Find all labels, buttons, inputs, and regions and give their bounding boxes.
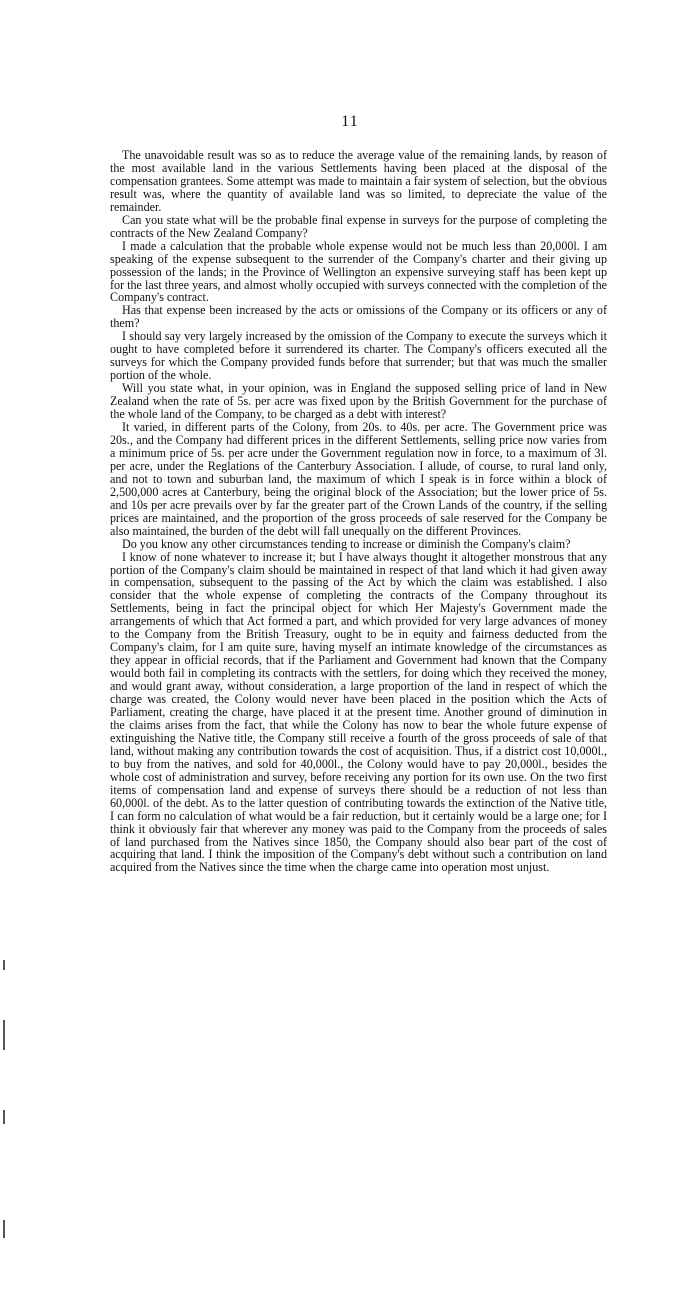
scan-edge-mark bbox=[3, 960, 5, 970]
question-paragraph: Will you state what, in your opinion, was in England the supposed selling price of land in New Zealand when the rate of 5s. per acre was fixed upon by the British Government for the purchase of the whole land of the Company, to be charged as a debt with interest? bbox=[110, 381, 607, 422]
document-body bbox=[110, 149, 607, 874]
scan-edge-mark bbox=[3, 1110, 5, 1124]
page-number: 11 bbox=[341, 113, 359, 130]
answer-paragraph: It varied, in different parts of the Colony, from 20s. to 40s. per acre. The Government price was 20s., and the Company had different prices in the different Settlements, selling price now varies from a minimum price of 5s. per acre under the Government regulation now in force, to a maximum of 3l. per acre, under the Reglations of the Canterbury Association. I allude, of course, to rural land only, and not to town and suburban land, the maximum of which I speak is in force within a block of 2,500,000 acres at Canterbury, being the original block of the Association; but the lower price of 5s. and 10s per acre prevails over by far the greater part of the Crown Lands of the country, if the selling prices are maintained, and the proportion of the gross proceeds of sale reserved for the Company be also maintained, the burden of the debt will fall unequally on the different Provinces. bbox=[110, 420, 607, 538]
answer-paragraph: I made a calculation that the probable whole expense would not be much less than 20,000l. I am speaking of the expense subsequent to the surrender of the Company's charter and their giving up possession of the lands; in the Province of Wellington an expensive surveying staff has been kept up for the last three years, and almost wholly occupied with surveys connected with the completion of the Company's contract. bbox=[110, 238, 607, 305]
answer-paragraph: I should say very largely increased by the omission of the Company to execute the surveys which it ought to have completed before it surrendered its charter. The Company's officers executed all the surveys for which the Company provided funds before that surrender; but that was much the smaller portion of the whole. bbox=[110, 329, 607, 383]
paragraph: The unavoidable result was so as to reduce the average value of the remaining lands, by reason of the most available land in the various Settlements having been placed at the disposal of the compensation grantees. Some attempt was made to maintain a fair system of selection, but the obvious result was, where the quantity of available land was so limited, to depreciate the value of the remainder. bbox=[110, 148, 607, 214]
question-paragraph: Do you know any other circumstances tending to increase or diminish the Company's claim? bbox=[122, 536, 571, 551]
question-paragraph: Can you state what will be the probable final expense in surveys for the purpose of completing the contracts of the New Zealand Company? bbox=[110, 212, 607, 240]
scan-edge-marks bbox=[3, 960, 5, 1300]
question-paragraph: Has that expense been increased by the acts or omissions of the Company or its officers or any of them? bbox=[110, 303, 607, 331]
answer-paragraph: I know of none whatever to increase it; but I have always thought it altogether monstrous that any portion of the Company's claim should be maintained in respect of that land which it had given away in compensation, subsequent to the passing of the Act by which the claim was established. I also consider that the whole expense of completing the contracts of the Company throughout its Settlements, being in fact the principal object for which Her Majesty's Government made the arrangements of which that Act formed a part, and which provided for very large advances of money to the Company from the British Treasury, ought to be in equity and fairness deducted from the Company's claim, for I am quite sure, having myself an intimate knowledge of the circumstances as they appear in official records, that if the Parliament and Government had known that the Company would both fail in completing its contracts with the settlers, for doing which they received the money, and would grant away, without consideration, a large proportion of the land in respect of which the charge was created, the Colony would never have been placed in the position which the Acts of Parliament, creating the charge, have placed it at the present time. Another ground of diminution in the claims arises from the fact, that while the Colony has now to bear the whole future expense of extinguishing the Native title, the Company still receive a fourth of the gross proceeds of sale of that land, without making any contribution towards the cost of acquisition. Thus, if a district cost 10,000l., to buy from the natives, and sold for 40,000l., the Colony would have to pay 20,000l., besides the whole cost of administration and survey, before receiving any portion for its own use. On the two first items of compensation land and expense of surveys there should be a reduction of not less than 60,000l. of the debt. As to the latter question of contributing towards the extinction of the Native title, I can form no calculation of what would be a fair reduction, but it certainly would be a large one; for I think it obviously fair that wherever any money was paid to the Company from the proceeds of sales of land purchased from the Natives since 1850, the Company should also bear part of the cost of acquiring that land. I think the imposition of the Company's debt without such a contribution on land acquired from the Natives since the time when the charge came into operation most unjust. bbox=[110, 549, 607, 875]
scan-edge-mark bbox=[3, 1220, 5, 1238]
scan-edge-mark bbox=[3, 1020, 5, 1050]
